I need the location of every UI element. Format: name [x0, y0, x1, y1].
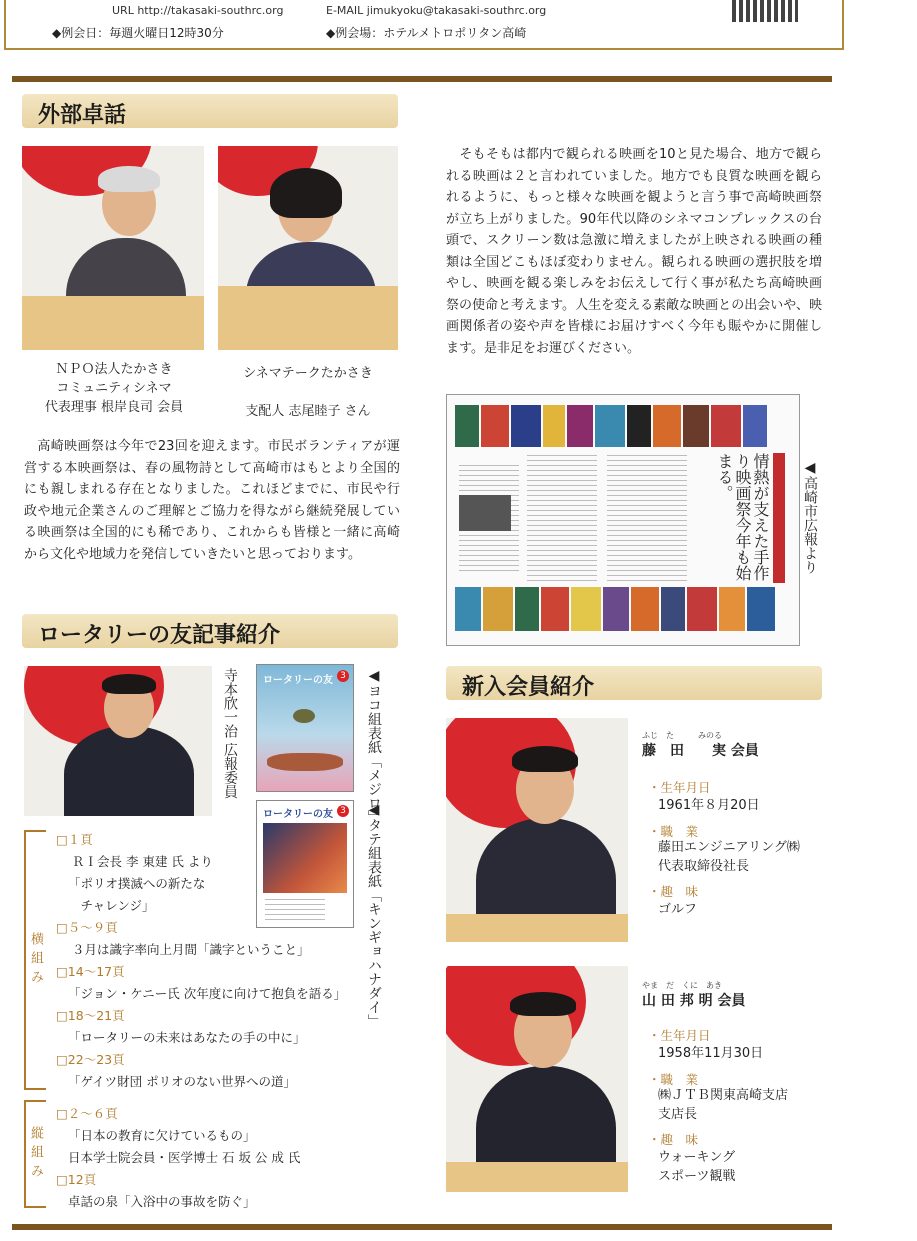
cover-logo-yoko: ロータリーの友 — [263, 675, 333, 686]
yoko-item-2-line-1: ３月は識字率向上月間「識字ということ」 — [72, 942, 310, 957]
cover-number-tate: 3 — [337, 805, 349, 817]
top-rule — [12, 76, 832, 82]
caption-shio: シネマテークたかさき 支配人 志尾睦子 さん — [243, 366, 373, 419]
caption-negishi: ＮＰＯ法人たかさき コミュニティシネマ 代表理事 根岸良司 会員 — [44, 362, 184, 415]
tate-item-2-page: □12頁 — [56, 1172, 97, 1187]
clipping-headline: 情熱が支えた手作り映画祭今年も始まる。 — [715, 453, 770, 581]
member-2-birth: 1958年11月30日 — [658, 1046, 764, 1061]
member-1-hobby-label: ・趣 味 — [648, 884, 699, 899]
presenter-caption: 寺本欣一治 広報委員 — [222, 668, 238, 799]
yoko-item-3-page: □14～17頁 — [56, 964, 125, 979]
cover-logo-tate: ロータリーの友 — [263, 809, 333, 820]
member-2-job: ㈱ＪＴＢ関東高崎支店 支店長 — [658, 1088, 789, 1122]
guest-talk-para-right: そもそもは都内で観られる映画を10と見た場合、地方で観られる映画は２と言われていました。地方でも良質な映画を観られるように、もっと様々な映画を観ようと言う事で高崎映画祭が立ち上がりました。90年代以降のシネマコンプレックスの台頭で、スクリーン数は急激に増えましたが上映される映画の種類は全国どこもほぼ変わりません。観られる映画の選択肢を増やし、映画を観る楽しみをお伝えして行く事が私たち高崎映画祭の使命と考えます。人生を変える素敵な映画との出会いや、映画関係者の姿や声を皆様にお届けすべく今年も賑やかに開催します。是非足をお運びください。 — [446, 147, 822, 356]
header-meeting-place: ◆例会場：ホテルメトロポリタン高崎 — [326, 26, 527, 40]
member-1-ruby: ふじ た みのる — [642, 731, 722, 740]
presenter-photo-teramoto — [24, 666, 212, 816]
bird-icon — [293, 709, 315, 723]
member-2-birth-label: ・生年月日 — [648, 1028, 711, 1043]
member-1-job: 藤田エンジニアリング㈱ 代表取締役社長 — [658, 840, 800, 874]
member-1-name: 藤 田 実 会員 — [642, 743, 759, 759]
speaker-photo-negishi — [22, 146, 204, 350]
speaker-photo-shio — [218, 146, 398, 350]
member-1-birth-label: ・生年月日 — [648, 780, 711, 795]
guest-talk-title: 外部卓話 — [38, 103, 127, 128]
member-2-name: 山 田 邦 明 会員 — [642, 993, 746, 1009]
yoko-item-5-line-1: 「ゲイツ財団 ポリオのない世界への道」 — [68, 1074, 296, 1089]
cover-number-yoko: 3 — [337, 670, 349, 682]
yoko-item-1-line-2: 「ポリオ撲滅への新たな — [68, 876, 206, 891]
cover-tate-label: ◀タテ組表紙「キンギョハナダイ」 — [366, 802, 382, 1028]
member-photo-yamada — [446, 966, 628, 1192]
member-1-birth: 1961年８月20日 — [658, 798, 760, 813]
qr-code-icon — [732, 0, 798, 22]
member-1-job-label: ・職 業 — [648, 824, 699, 839]
yoko-item-5-page: □22～23頁 — [56, 1052, 125, 1067]
header-box — [4, 0, 844, 50]
yoko-item-4-line-1: 「ロータリーの未来はあなたの手の中に」 — [68, 1030, 306, 1045]
magazine-cover-tate — [256, 800, 354, 928]
branch-icon — [267, 753, 343, 771]
cover-yoko-label: ◀ヨコ組表紙「メジロ」 — [366, 668, 382, 824]
yoko-item-1-page: □１頁 — [56, 832, 93, 847]
tate-item-1-line-1: 「日本の教育に欠けているもの」 — [68, 1128, 256, 1143]
clipping-source: ◀高崎市広報より — [802, 460, 818, 574]
yoko-item-2-page: □５～９頁 — [56, 920, 118, 935]
tate-item-1-line-2: 日本学士院会員・医学博士 石 坂 公 成 氏 — [68, 1150, 301, 1165]
header-email: E-MAIL jimukyoku@takasaki-southrc.org — [326, 4, 547, 17]
rotary-friend-title: ロータリーの友記事紹介 — [38, 623, 281, 648]
member-photo-fujita — [446, 718, 628, 942]
member-2-ruby: やま だ くに あき — [642, 981, 722, 990]
yoko-label: 横組み — [28, 932, 43, 989]
header-meeting-day: ◆例会日：毎週火曜日12時30分 — [52, 26, 224, 40]
yoko-item-1-line-1: ＲＩ会長 李 東建 氏 より — [72, 854, 213, 869]
guest-talk-para-left: 高崎映画祭は今年で23回を迎えます。市民ボランティアが運営する本映画祭は、春の風物詩として高崎市はもとより全国的にも親しまれる存在となりました。これほどまでに、市民や行政や地元企業さんのご理解とご協力を得ながら継続発展している映画祭は全国的にも稀であり、これからも皆様と一緒に高崎から文化や地域力を発信していきたいと思っております。 — [24, 439, 400, 562]
bottom-rule — [12, 1224, 832, 1230]
member-1-hobby: ゴルフ — [658, 902, 698, 917]
magazine-cover-yoko — [256, 664, 354, 792]
tate-item-2-line-1: 卓話の泉「入浴中の事故を防ぐ」 — [68, 1194, 256, 1209]
member-2-hobby-label: ・趣 味 — [648, 1132, 699, 1147]
city-newsletter-clipping — [446, 394, 800, 646]
yoko-item-3-line-1: 「ジョン・ケニー氏 次年度に向けて抱負を語る」 — [68, 986, 347, 1001]
header-url: URL http://takasaki-southrc.org — [112, 4, 284, 17]
member-2-job-label: ・職 業 — [648, 1072, 699, 1087]
new-members-title: 新入会員紹介 — [462, 675, 595, 700]
tate-item-1-page: □２～６頁 — [56, 1106, 118, 1121]
yoko-item-4-page: □18～21頁 — [56, 1008, 125, 1023]
tate-label: 縦組み — [28, 1126, 43, 1183]
member-2-hobby: ウォーキング スポーツ観戦 — [658, 1150, 736, 1184]
yoko-item-1-line-3: チャレンジ」 — [68, 898, 155, 913]
reef-fish-image — [263, 823, 347, 893]
